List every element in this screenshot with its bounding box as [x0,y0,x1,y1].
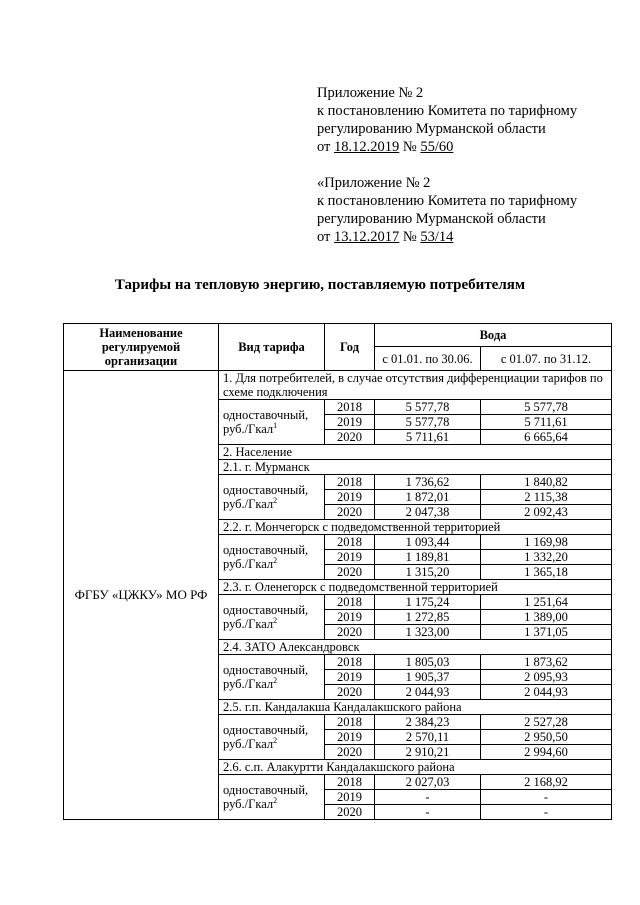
year-cell: 2019 [325,490,375,505]
tariff-type-label: одноставочный, руб./Гкал [223,483,309,511]
tariff-type-cell [219,400,325,445]
organization-name: ФГБУ «ЦЖКУ» МО РФ [64,371,219,820]
value-cell-period-2: 2 950,50 [481,730,612,745]
tariff-type-label: одноставочный, руб./Гкал [223,663,309,691]
footnote-mark: 2 [273,615,278,625]
tariff-type-label: одноставочный, руб./Гкал [223,603,309,631]
value-cell-period-2: 1 251,64 [481,595,612,610]
value-cell-period-2: 1 873,62 [481,655,612,670]
value-cell-period-2: 2 095,93 [481,670,612,685]
year-cell: 2018 [325,715,375,730]
header-org: Наименование регулируемой организации [64,324,219,371]
value-cell-period-1: 1 175,24 [375,595,481,610]
value-cell-period-1: 1 093,44 [375,535,481,550]
year-cell: 2020 [325,805,375,820]
value-cell-period-1: 1 736,62 [375,475,481,490]
year-cell: 2020 [325,745,375,760]
tariff-type-label: одноставочный, руб./Гкал [223,783,309,811]
tariff-type-cell [219,655,325,700]
year-cell: 2019 [325,610,375,625]
section-title: 2.5. г.п. Кандалакша Кандалакшского района [219,700,612,715]
appendix-number: 55/60 [420,139,454,155]
year-cell: 2020 [325,625,375,640]
footnote-mark: 2 [273,735,278,745]
value-cell-period-2: - [481,790,612,805]
section-title: 2.6. с.п. Алакуртти Кандалакшского района [219,760,612,775]
year-cell: 2020 [325,685,375,700]
section-title: 2.4. ЗАТО Александровск [219,640,612,655]
footnote-mark: 2 [273,675,278,685]
year-cell: 2020 [325,430,375,445]
section-title: 2.1. г. Мурманск [219,460,612,475]
year-cell: 2019 [325,670,375,685]
value-cell-period-1: 1 272,85 [375,610,481,625]
value-cell-period-2: 1 169,98 [481,535,612,550]
year-cell: 2018 [325,655,375,670]
value-cell-period-1: 1 315,20 [375,565,481,580]
tariff-type-cell [219,595,325,640]
value-cell-period-2: 5 711,61 [481,415,612,430]
appendix-number: 53/14 [420,229,454,245]
value-cell-period-2: 1 365,18 [481,565,612,580]
value-cell-period-2: 1 389,00 [481,610,612,625]
value-cell-period-2: 1 332,20 [481,550,612,565]
appendix-line: к постановлению Комитета по тарифному [317,193,578,209]
year-cell: 2018 [325,775,375,790]
appendix-date: 18.12.2019 [334,139,400,155]
value-cell-period-1: 2 027,03 [375,775,481,790]
value-cell-period-2: - [481,805,612,820]
value-cell-period-1: 5 577,78 [375,415,481,430]
value-cell-period-1: - [375,790,481,805]
value-cell-period-2: 2 092,43 [481,505,612,520]
value-cell-period-2: 2 115,38 [481,490,612,505]
section-title: 2.2. г. Мончегорск с подведомственной территорией [219,520,612,535]
footnote-mark: 1 [273,420,278,430]
value-cell-period-1: - [375,805,481,820]
value-cell-period-2: 6 665,64 [481,430,612,445]
appendix-line: к постановлению Комитета по тарифному [317,103,578,119]
tariff-type-cell [219,475,325,520]
header-period-2: с 01.07. по 31.12. [481,347,612,371]
section-title: 2. Население [219,445,612,460]
tariff-type-cell [219,535,325,580]
value-cell-period-1: 2 384,23 [375,715,481,730]
tariff-type-label: одноставочный, руб./Гкал [223,543,309,571]
tariff-type-cell [219,715,325,760]
header-period-1: с 01.01. по 30.06. [375,347,481,371]
year-cell: 2019 [325,790,375,805]
appendix-date: 13.12.2017 [334,229,400,245]
value-cell-period-2: 2 168,92 [481,775,612,790]
value-cell-period-1: 1 905,37 [375,670,481,685]
footnote-mark: 2 [273,495,278,505]
value-cell-period-1: 2 047,38 [375,505,481,520]
value-cell-period-1: 2 044,93 [375,685,481,700]
value-cell-period-1: 2 910,21 [375,745,481,760]
value-cell-period-2: 2 527,28 [481,715,612,730]
value-cell-period-1: 1 872,01 [375,490,481,505]
tariff-type-cell [219,775,325,820]
value-cell-period-1: 2 570,11 [375,730,481,745]
value-cell-period-2: 1 371,05 [481,625,612,640]
appendix-line: «Приложение № 2 [317,175,431,191]
value-cell-period-2: 2 994,60 [481,745,612,760]
header-year: Год [325,324,375,371]
value-cell-period-1: 1 805,03 [375,655,481,670]
footnote-mark: 2 [273,795,278,805]
year-cell: 2018 [325,475,375,490]
appendix-current [317,84,577,156]
tariff-type-label: одноставочный, руб./Гкал [223,723,309,751]
appendix-previous [317,174,577,246]
footnote-mark: 2 [273,555,278,565]
year-cell: 2019 [325,550,375,565]
header-tariff-type: Вид тарифа [219,324,325,371]
value-cell-period-1: 5 577,78 [375,400,481,415]
document-title: Тарифы на тепловую энергию, поставляемую потребителям [114,277,526,293]
tariff-type-label: одноставочный, руб./Гкал [223,408,309,436]
appendix-date-line: от 13.12.2017 № 53/14 [317,229,454,245]
year-cell: 2019 [325,730,375,745]
header-water: Вода [375,324,612,347]
year-cell: 2018 [325,595,375,610]
value-cell-period-2: 2 044,93 [481,685,612,700]
section-title: 1. Для потребителей, в случае отсутствия дифференциации тарифов по схеме подключения [219,371,612,400]
appendix-line: регулированию Мурманской области [317,121,546,137]
year-cell: 2020 [325,505,375,520]
value-cell-period-1: 1 189,81 [375,550,481,565]
year-cell: 2018 [325,400,375,415]
value-cell-period-2: 1 840,82 [481,475,612,490]
section-row [64,371,612,400]
appendix-line: регулированию Мурманской области [317,211,546,227]
year-cell: 2020 [325,565,375,580]
value-cell-period-1: 5 711,61 [375,430,481,445]
value-cell-period-2: 5 577,78 [481,400,612,415]
appendix-date-line: от 18.12.2019 № 55/60 [317,139,454,155]
year-cell: 2018 [325,535,375,550]
section-title: 2.3. г. Оленегорск с подведомственной территорией [219,580,612,595]
year-cell: 2019 [325,415,375,430]
appendix-line: Приложение № 2 [317,85,424,101]
value-cell-period-1: 1 323,00 [375,625,481,640]
tariff-table [63,323,612,820]
